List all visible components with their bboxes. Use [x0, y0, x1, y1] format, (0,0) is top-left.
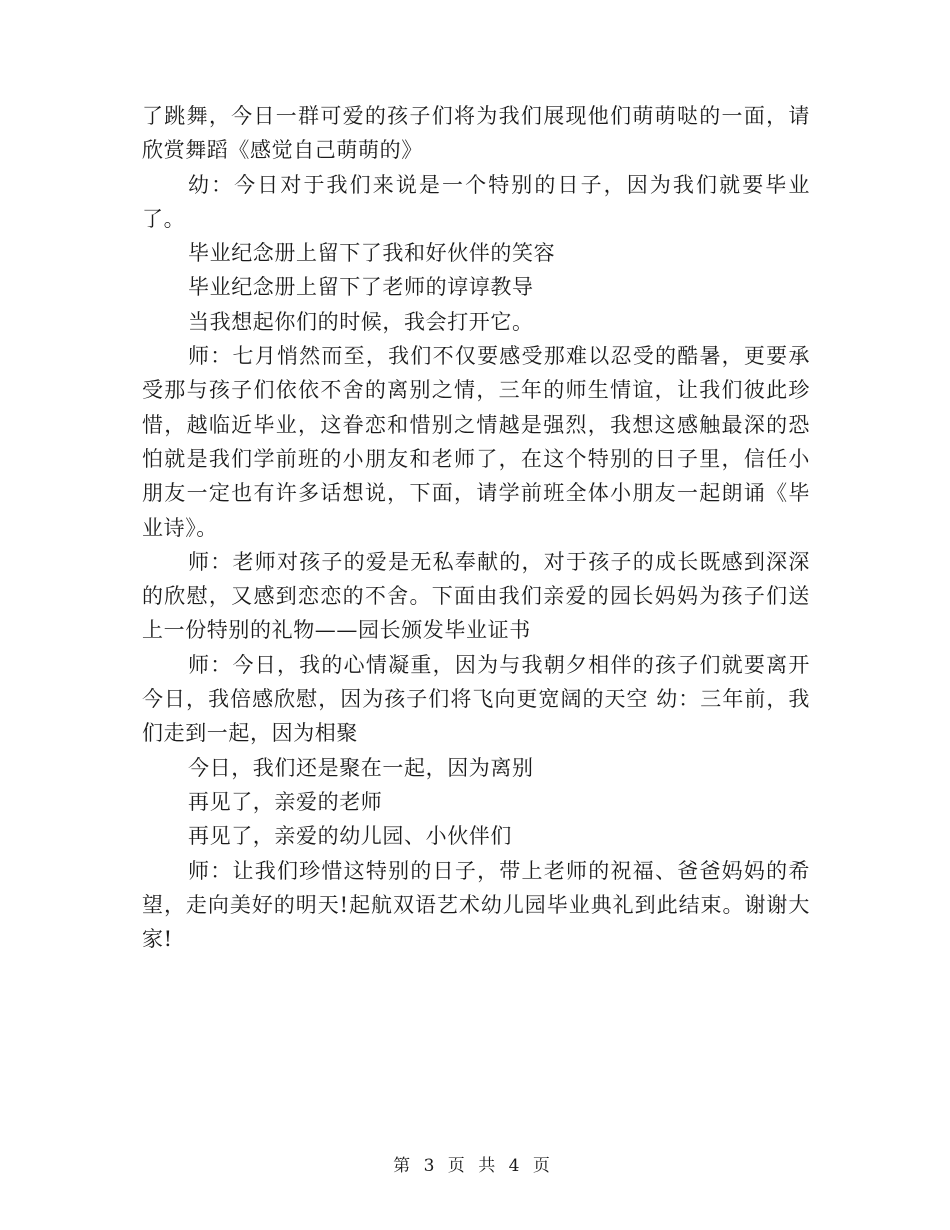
paragraph-certificate: 师：老师对孩子的爱是无私奉献的，对于孩子的成长既感到深深的欣慰，又感到恋恋的不舍。下面由我们亲爱的园长妈妈为孩子们送上一份特别的礼物——园长颁发毕业证书: [142, 549, 810, 643]
paragraph-yearbook-teacher: 毕业纪念册上留下了老师的谆谆教导: [188, 275, 534, 300]
paragraph-child-graduation: 幼：今日对于我们来说是一个特别的日子，因为我们就要毕业了。: [142, 172, 810, 231]
footer-total-pages: 4: [508, 1156, 521, 1176]
paragraph-heavy-heart: 师：今日，我的心情凝重，因为与我朝夕相伴的孩子们就要离开今日，我倍感欣慰，因为孩子们将飞向更宽阔的天空 幼：三年前，我们走到一起，因为相聚: [142, 652, 810, 746]
page-footer: [0, 1151, 950, 1176]
footer-total-word: 共: [478, 1156, 497, 1176]
paragraph-yearbook-friends: 毕业纪念册上留下了我和好伙伴的笑容: [188, 241, 556, 266]
paragraph-july-farewell: 师：七月悄然而至，我们不仅要感受那难以忍受的酷暑，更要承受那与孩子们依依不舍的离别之情，三年的师生情谊，让我们彼此珍惜，越临近毕业，这眷恋和惜别之情越是强烈，我想这感触最深的恐怕就是我们学前班的小朋友和老师了，在这个特别的日子里，信任小朋友一定也有许多话想说，下面，请学前班全体小朋友一起朗诵《毕业诗》。: [142, 344, 810, 540]
footer-suffix: 页: [532, 1156, 551, 1176]
paragraph-closing: 师：让我们珍惜这特别的日子，带上老师的祝福、爸爸妈妈的希望，走向美好的明天!起航双语艺术幼儿园毕业典礼到此结束。谢谢大家!: [142, 858, 810, 952]
paragraph-dance-intro: 了跳舞，今日一群可爱的孩子们将为我们展现他们萌萌哒的一面，请欣赏舞蹈《感觉自己萌萌的》: [142, 104, 810, 163]
paragraph-open-it: 当我想起你们的时候，我会打开它。: [188, 309, 534, 334]
footer-prefix: 第: [393, 1156, 412, 1176]
paragraph-goodbye-teacher: 再见了，亲爱的老师: [188, 789, 383, 814]
paragraph-together-again: 今日，我们还是聚在一起，因为离别: [188, 755, 534, 780]
footer-page-word: 页: [447, 1156, 466, 1176]
paragraph-goodbye-kindergarten: 再见了，亲爱的幼儿园、小伙伴们: [188, 824, 512, 849]
document-body: [142, 99, 810, 956]
footer-current-page: 3: [423, 1156, 436, 1176]
